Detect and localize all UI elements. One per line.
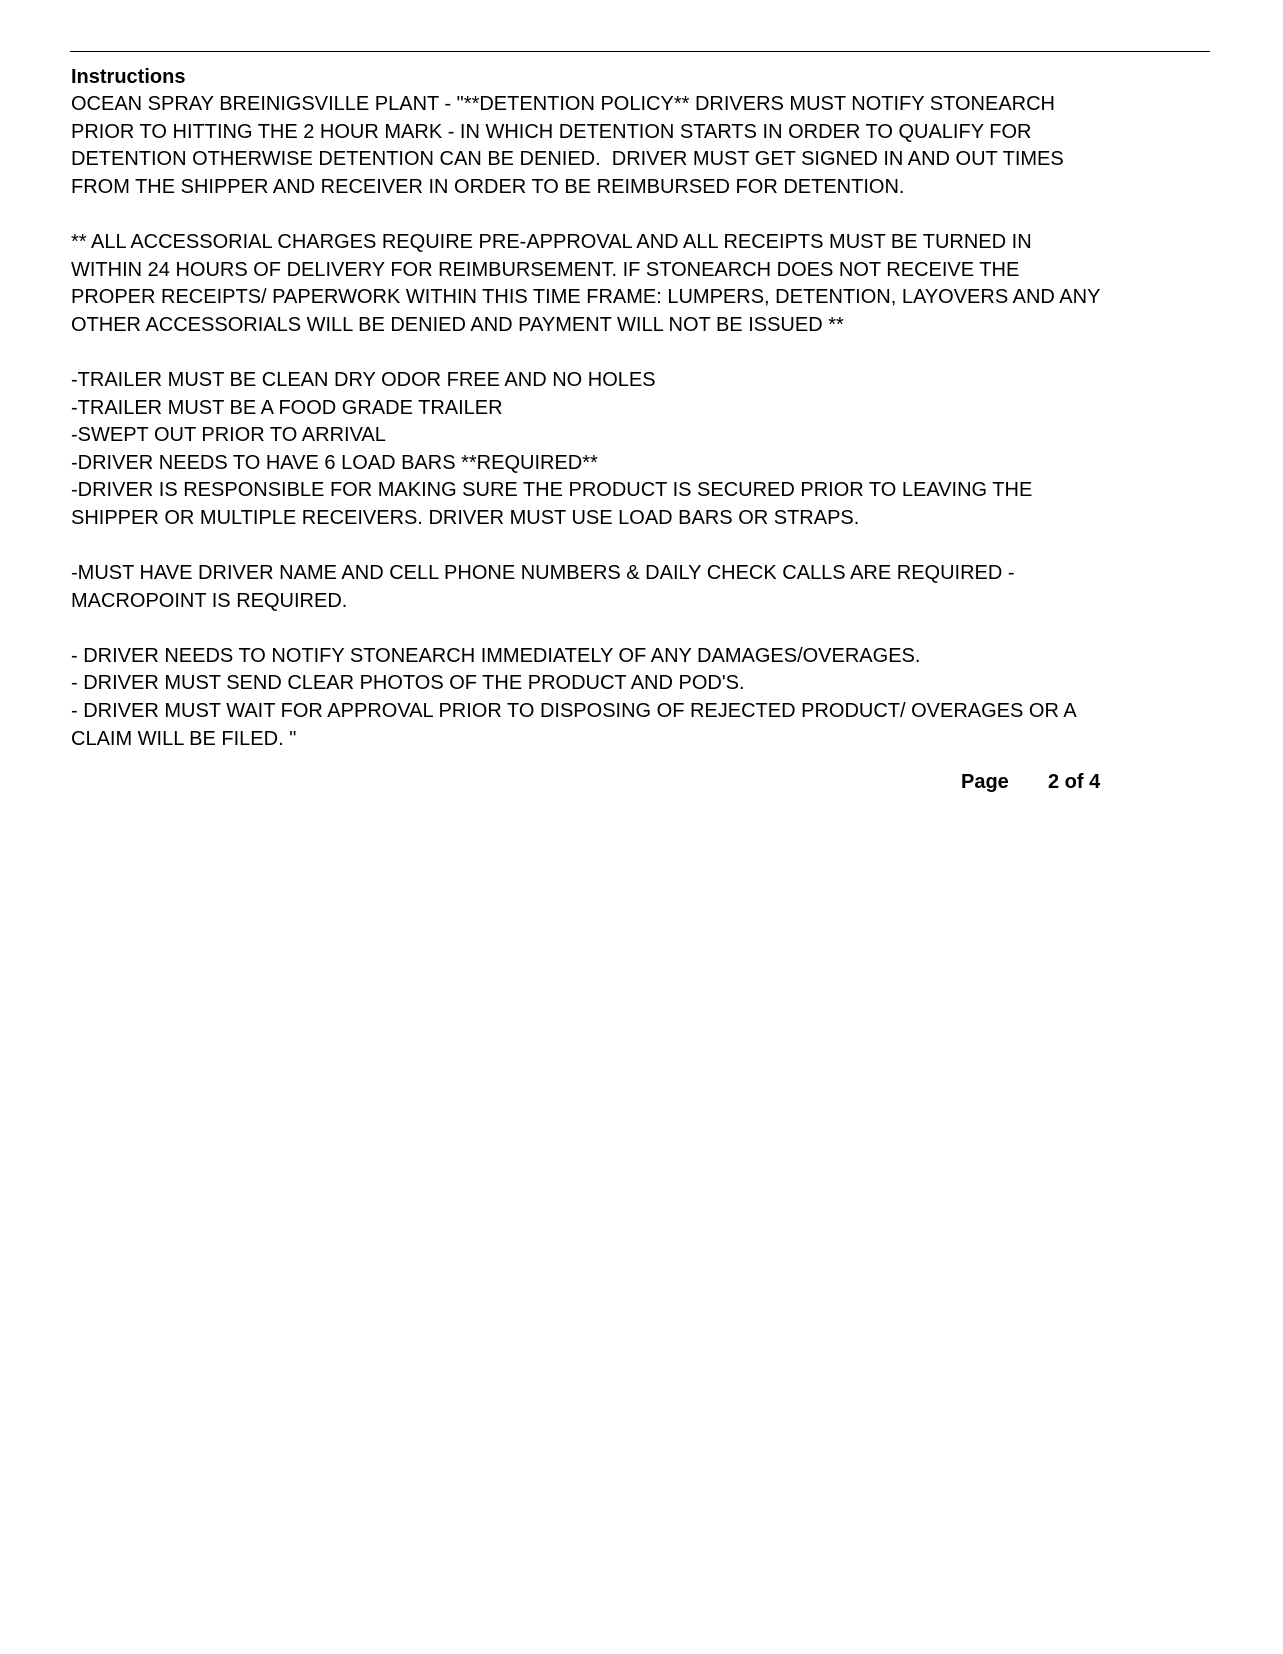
paragraph-spacer — [71, 339, 1231, 367]
paragraph-line: -SWEPT OUT PRIOR TO ARRIVAL — [71, 424, 386, 447]
page-number: 2 of 4 — [1048, 771, 1101, 793]
paragraph-line: PROPER RECEIPTS/ PAPERWORK WITHIN THIS TIME FRAME: LUMPERS, DETENTION, LAYOVERS AND ANY — [71, 286, 1101, 309]
paragraph-line: SHIPPER OR MULTIPLE RECEIVERS. DRIVER MUST USE LOAD BARS OR STRAPS. — [71, 506, 860, 529]
instructions-heading: Instructions — [71, 66, 186, 88]
paragraph-line: ** ALL ACCESSORIAL CHARGES REQUIRE PRE-APPROVAL AND ALL RECEIPTS MUST BE TURNED IN — [71, 230, 1032, 253]
paragraph-line: MACROPOINT IS REQUIRED. — [71, 589, 348, 612]
paragraph-spacer — [71, 201, 1231, 229]
paragraph-line: WITHIN 24 HOURS OF DELIVERY FOR REIMBURSEMENT. IF STONEARCH DOES NOT RECEIVE THE — [71, 258, 1020, 281]
paragraph-line: OCEAN SPRAY BREINIGSVILLE PLANT - "**DETENTION POLICY** DRIVERS MUST NOTIFY STONEARCH — [71, 93, 1055, 115]
paragraph-line: -MUST HAVE DRIVER NAME AND CELL PHONE NUMBERS & DAILY CHECK CALLS ARE REQUIRED - — [71, 562, 1015, 585]
paragraph-line: CLAIM WILL BE FILED. " — [71, 727, 297, 750]
paragraph-line: - DRIVER MUST SEND CLEAR PHOTOS OF THE PRODUCT AND POD'S. — [71, 672, 745, 695]
paragraph-line: PRIOR TO HITTING THE 2 HOUR MARK - IN WHICH DETENTION STARTS IN ORDER TO QUALIFY FOR — [71, 120, 1032, 143]
paragraph — [71, 91, 1231, 201]
page-label: Page — [961, 771, 1009, 793]
paragraph-line: -TRAILER MUST BE CLEAN DRY ODOR FREE AND NO HOLES — [71, 368, 656, 391]
paragraph — [71, 367, 1231, 533]
paragraph-line: DETENTION OTHERWISE DETENTION CAN BE DENIED. DRIVER MUST GET SIGNED IN AND OUT TIMES — [71, 148, 1064, 171]
instructions-body — [71, 91, 1231, 753]
paragraph-line: FROM THE SHIPPER AND RECEIVER IN ORDER TO BE REIMBURSED FOR DETENTION. — [71, 175, 905, 198]
paragraph-line: OTHER ACCESSORIALS WILL BE DENIED AND PAYMENT WILL NOT BE ISSUED ** — [71, 313, 844, 336]
paragraph — [71, 229, 1231, 339]
paragraph-line: - DRIVER NEEDS TO NOTIFY STONEARCH IMMEDIATELY OF ANY DAMAGES/OVERAGES. — [71, 644, 921, 667]
paragraph-line: -DRIVER NEEDS TO HAVE 6 LOAD BARS **REQUIRED** — [71, 451, 598, 474]
paragraph-line: -DRIVER IS RESPONSIBLE FOR MAKING SURE THE PRODUCT IS SECURED PRIOR TO LEAVING THE — [71, 479, 1033, 502]
paragraph-spacer — [71, 615, 1231, 643]
header-rule — [70, 51, 1210, 52]
paragraph-line: -TRAILER MUST BE A FOOD GRADE TRAILER — [71, 396, 503, 419]
paragraph-line: - DRIVER MUST WAIT FOR APPROVAL PRIOR TO DISPOSING OF REJECTED PRODUCT/ OVERAGES OR A — [71, 700, 1077, 723]
paragraph — [71, 560, 1231, 615]
paragraph-spacer — [71, 533, 1231, 561]
paragraph — [71, 643, 1231, 753]
